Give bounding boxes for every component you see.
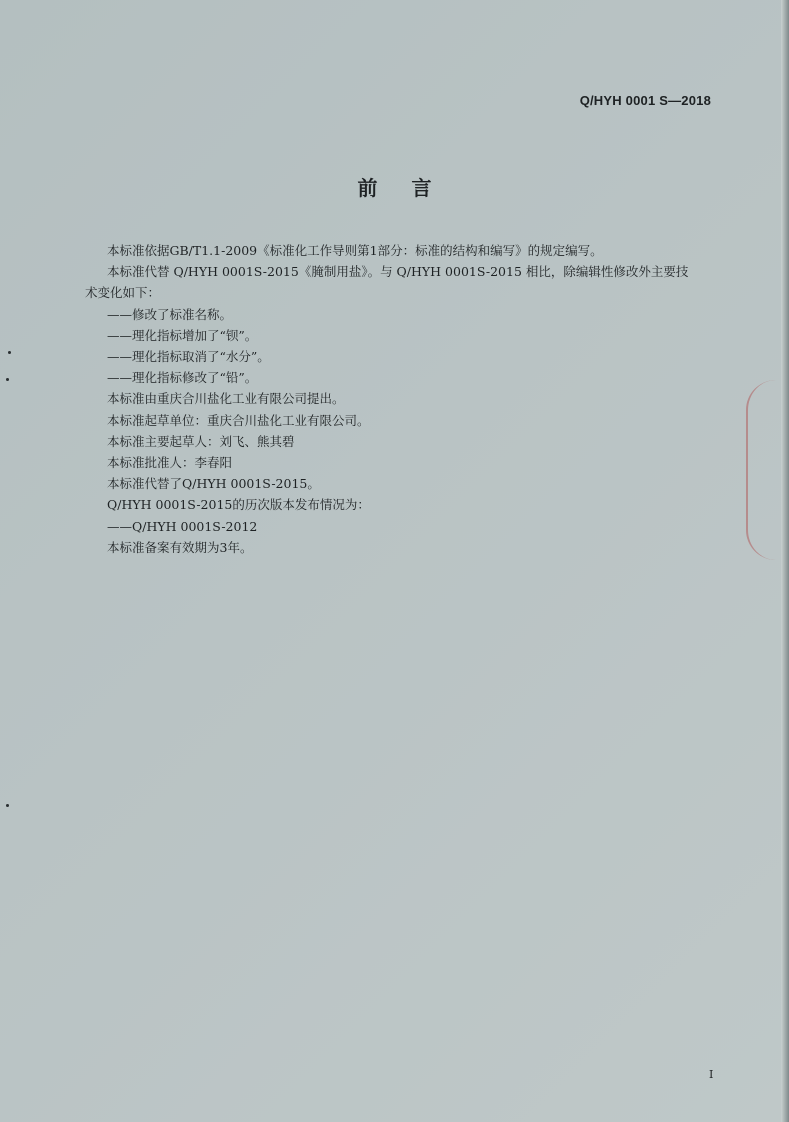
change-item: ——理化指标修改了“铅”。 [107, 370, 258, 386]
paragraph-proposer: 本标准由重庆合川盐化工业有限公司提出。 [107, 391, 345, 407]
change-item: ——理化指标增加了“钡”。 [107, 327, 258, 343]
red-stamp-mark [746, 380, 789, 560]
scan-dot [6, 804, 9, 807]
paragraph-replaces: 本标准代替 Q/HYH 0001S-2015《腌制用盐》。与 Q/HYH 0001S-2015 相比，除编辑性修改外主要技 [107, 264, 689, 280]
foreword-body [85, 240, 717, 558]
paragraph-basis: 本标准依据GB/T1.1-2009《标准化工作导则第1部分：标准的结构和编写》的规定编写。 [107, 243, 603, 258]
paragraph-superseded: 本标准代替了Q/HYH 0001S-2015。 [107, 476, 320, 492]
paragraph-replaces-cont: 术变化如下： [85, 285, 161, 301]
page-number: I [709, 1068, 714, 1081]
paragraph-history: Q/HYH 0001S-2015的历次版本发布情况为： [107, 497, 370, 513]
change-item: ——理化指标取消了“水分”。 [107, 349, 270, 365]
scan-dot [6, 378, 9, 381]
change-item: ——修改了标准名称。 [107, 306, 233, 322]
paragraph-approver: 本标准批准人：李春阳 [107, 455, 233, 471]
page-edge [781, 0, 789, 1122]
paragraph-drafters: 本标准主要起草人：刘飞、熊其碧 [107, 433, 295, 449]
paragraph-validity: 本标准备案有效期为3年。 [107, 539, 253, 555]
page-title: 前言 [357, 176, 466, 200]
history-item: ——Q/HYH 0001S-2012 [107, 518, 258, 534]
paragraph-drafting-unit: 本标准起草单位：重庆合川盐化工业有限公司。 [107, 412, 370, 428]
scan-dot [8, 351, 11, 354]
document-code: Q/HYH 0001 S—2018 [579, 93, 711, 108]
